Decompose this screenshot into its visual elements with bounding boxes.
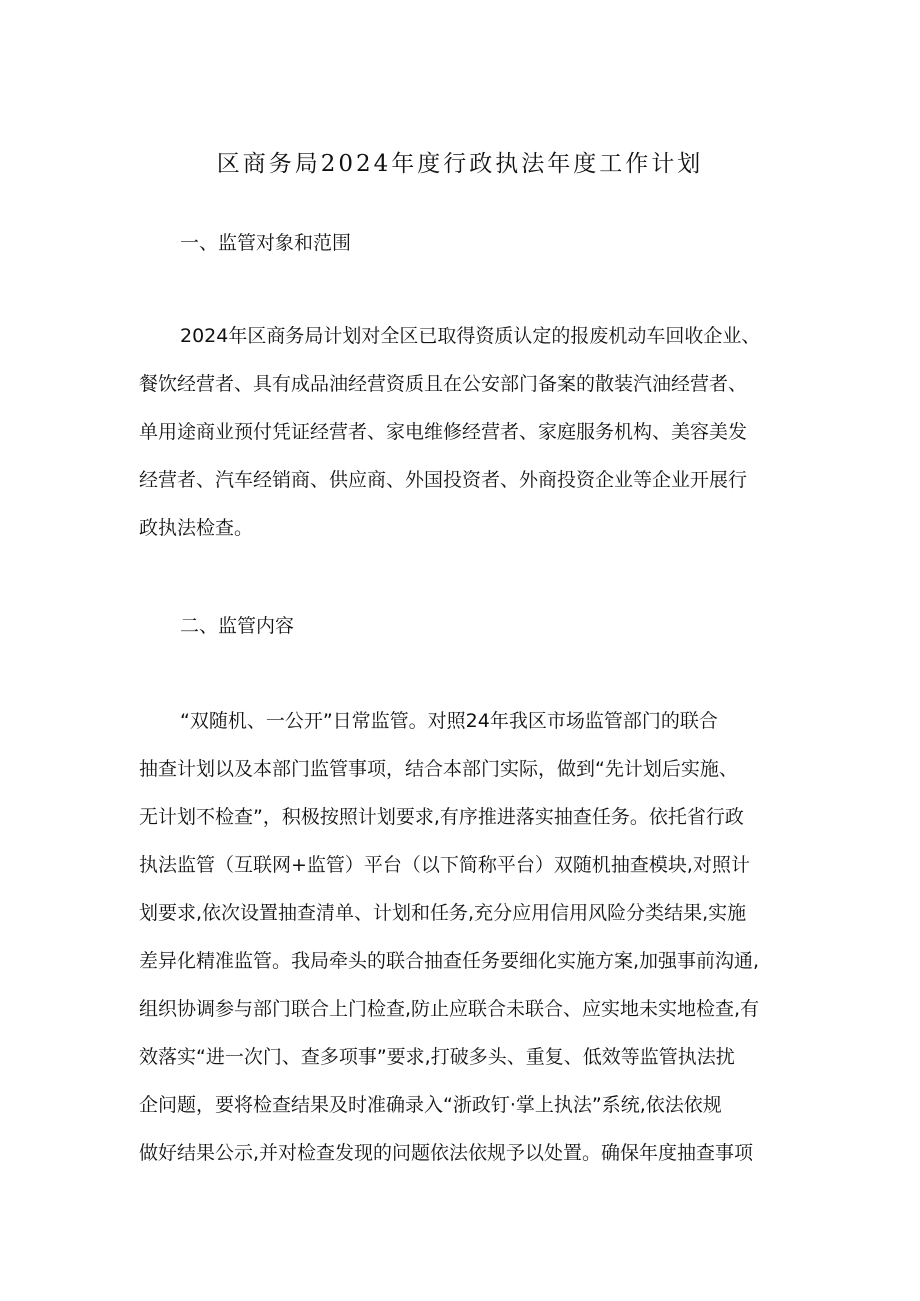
paragraph-line: “双随机、一公开”日常监管。对照24年我区市场监管部门的联合 — [180, 710, 718, 732]
section-heading-scope: 一、监管对象和范围 — [180, 232, 352, 254]
paragraph-line: 差异化精准监管。我局牵头的联合抽查任务要细化实施方案,加强事前沟通, — [139, 950, 760, 972]
paragraph-line: 划要求,依次设置抽查清单、计划和任务,充分应用信用风险分类结果,实施 — [139, 902, 747, 924]
document-title: 区商务局2024年度行政执法年度工作计划 — [216, 151, 704, 177]
paragraph-line: 2024年区商务局计划对全区已取得资质认定的报废机动车回收企业、 — [180, 325, 761, 347]
section-paragraph-scope — [139, 312, 799, 552]
paragraph-line: 抽查计划以及本部门监管事项，结合本部门实际，做到“先计划后实施、 — [139, 758, 738, 780]
paragraph-line: 无计划不检查”，积极按照计划要求,有序推进落实抽查任务。依托省行政 — [139, 806, 744, 828]
paragraph-line: 组织协调参与部门联合上门检查,防止应联合未联合、应实地未实地检查,有 — [139, 998, 760, 1020]
paragraph-line: 单用途商业预付凭证经营者、家电维修经营者、家庭服务机构、美容美发 — [139, 421, 748, 443]
paragraph-line: 餐饮经营者、具有成品油经营资质且在公安部门备案的散装汽油经营者、 — [139, 373, 748, 395]
paragraph-line: 效落实“进一次门、查多项事”要求,打破多头、重复、低效等监管执法扰 — [139, 1046, 735, 1068]
paragraph-line: 执法监管（互联网+监管）平台（以下简称平台）双随机抽查模块,对照计 — [139, 854, 750, 876]
section-heading-content: 二、监管内容 — [180, 615, 295, 637]
paragraph-line: 企问题，要将检查结果及时准确录入“浙政钉·掌上执法”系统,依法依规 — [139, 1094, 722, 1116]
paragraph-line: 做好结果公示,并对检查发现的问题依法依规予以处置。确保年度抽查事项 — [139, 1142, 754, 1164]
paragraph-line: 政执法检查。 — [139, 517, 254, 539]
section-paragraph-content — [139, 697, 799, 1177]
paragraph-line: 经营者、汽车经销商、供应商、外国投资者、外商投资企业等企业开展行 — [139, 469, 748, 491]
